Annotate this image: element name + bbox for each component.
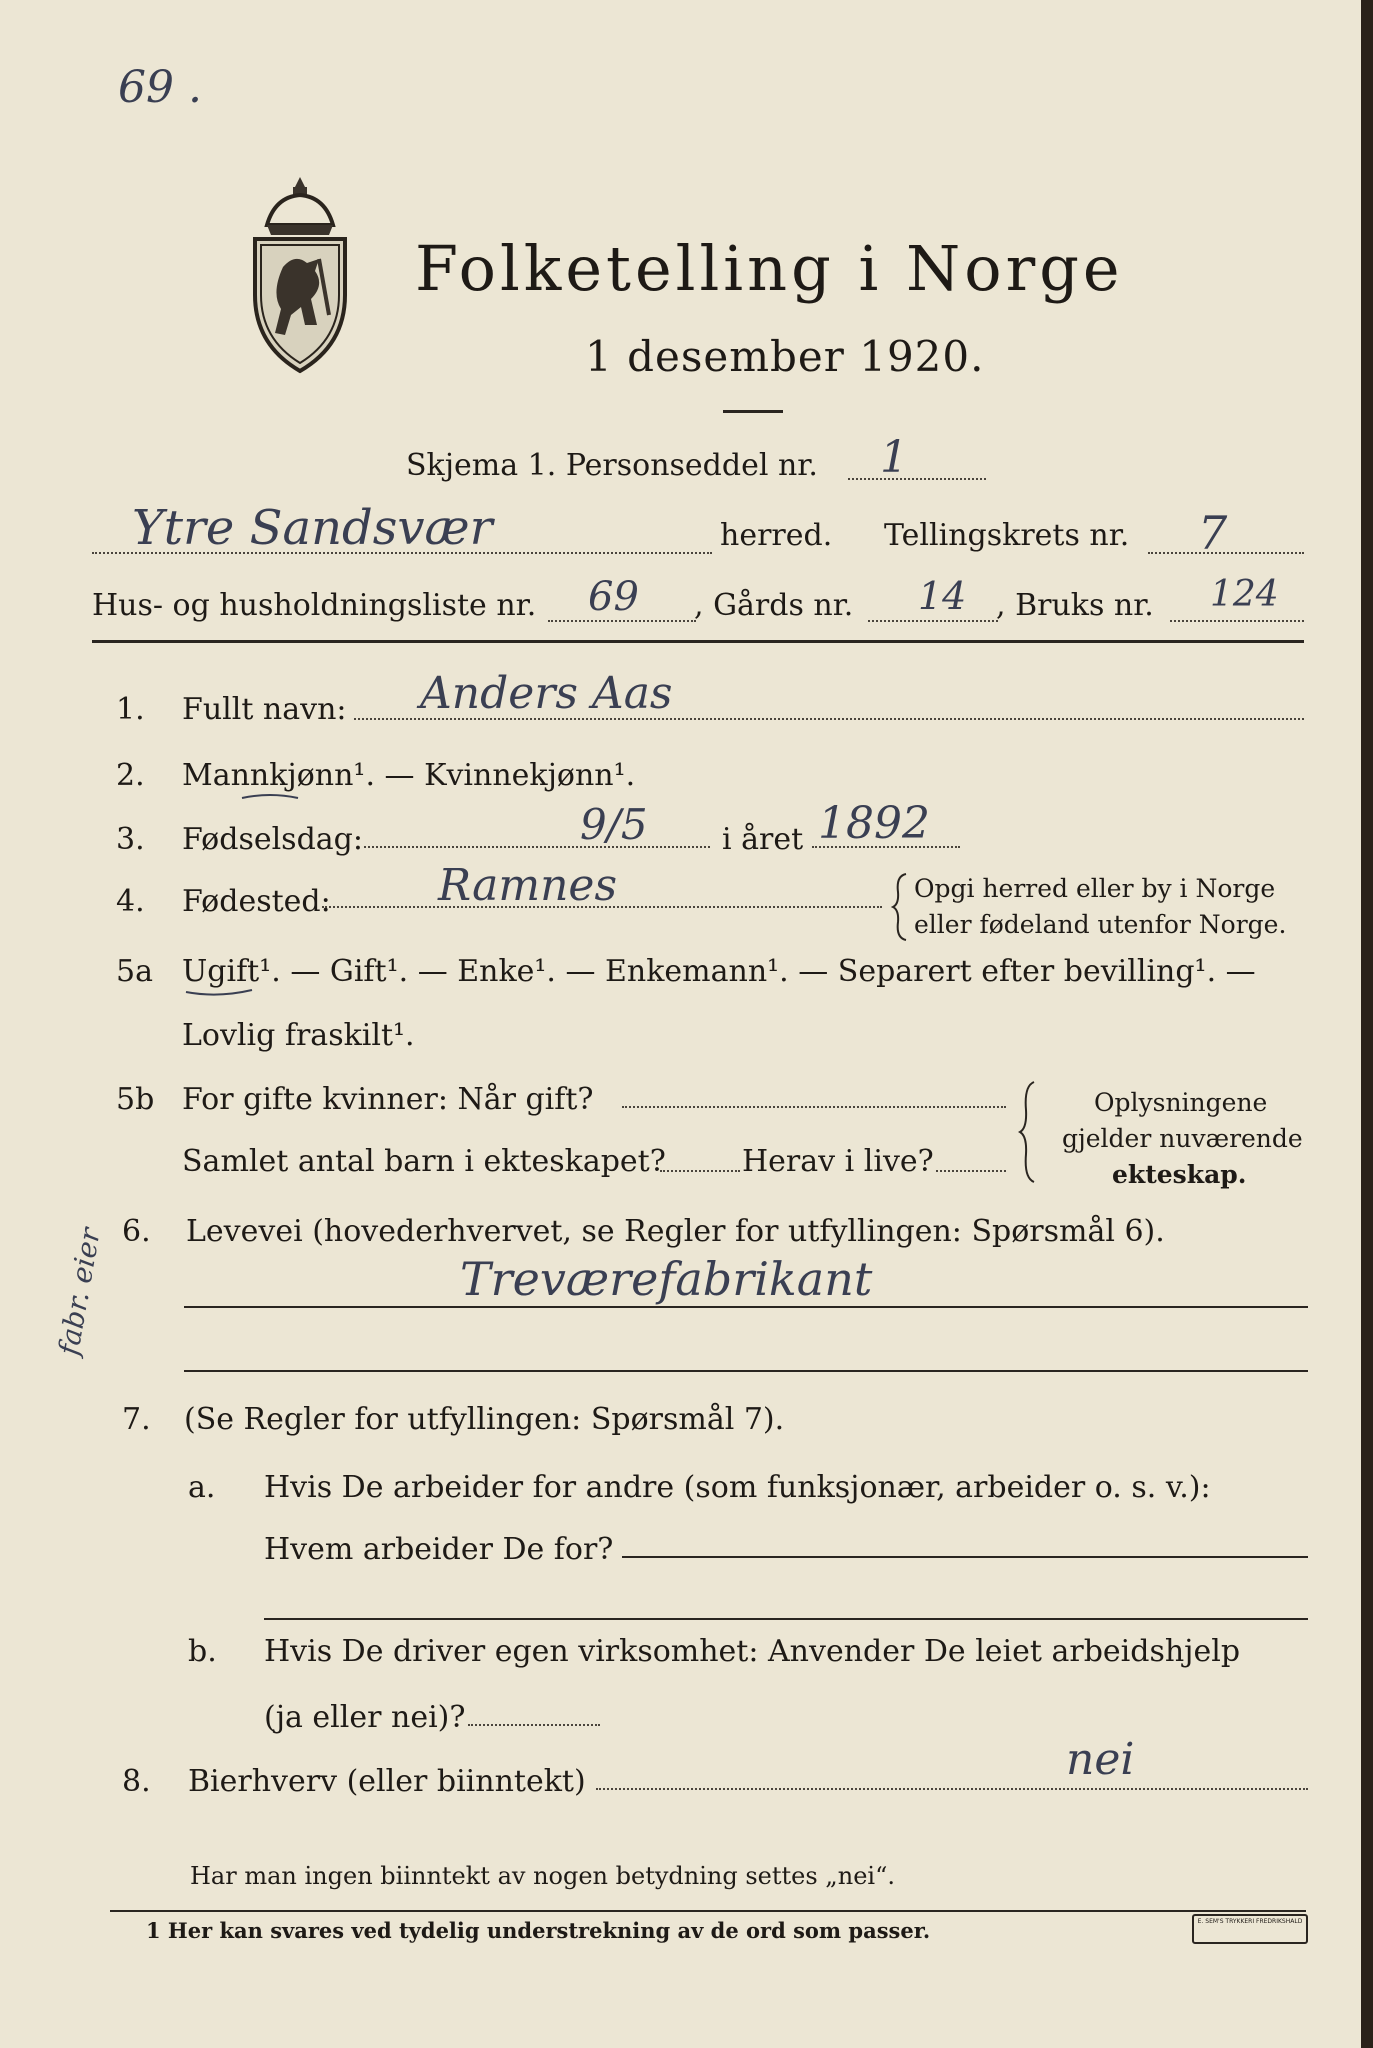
q1-label: Fullt navn: [182,692,347,727]
q7b-number: b. [188,1634,217,1669]
q4-brace [890,872,910,942]
bruks-value: 124 [1210,574,1279,615]
q4-note-2: eller fødeland utenfor Norge. [914,910,1287,939]
q6-value: Treværefabrikant [460,1252,873,1306]
title-divider [723,410,783,413]
q4-value: Ramnes [438,860,618,911]
coat-of-arms-icon [245,175,355,375]
krets-value: 7 [1198,506,1228,560]
q5b-label-3: Herav i live? [742,1144,934,1179]
scan-edge [1361,0,1373,2048]
q2-label: Mannkjønn¹. — Kvinnekjønn¹. [182,758,636,793]
q5a-label-2: Lovlig fraskilt¹. [182,1018,415,1053]
q5b-children-line [660,1170,740,1172]
q7-label: (Se Regler for utfyllingen: Spørsmål 7). [184,1402,785,1437]
q3-day-line [364,846,710,848]
bruks-label: , Bruks nr. [996,588,1154,623]
q8-line [596,1788,1308,1790]
q7a-number: a. [188,1470,216,1505]
q3-value: 9/5 [580,800,648,849]
footnote: 1 Her kan svares ved tydelig understrekning av de ord som passer. [146,1918,931,1943]
q5b-number: 5b [116,1082,155,1117]
q8-value: nei [1066,1734,1135,1785]
gards-label: , Gårds nr. [694,588,854,623]
q5b-note-3: ekteskap. [1112,1160,1247,1189]
form-subtitle: 1 desember 1920. [585,332,985,381]
q3-year-value: 1892 [818,798,930,849]
q3-number: 3. [116,822,145,857]
q3-label: Fødselsdag: [182,822,363,857]
household-label: Hus- og husholdningsliste nr. [92,588,537,623]
margin-note-top: 69 . [118,62,202,113]
q5b-label: For gifte kvinner: Når gift? [182,1082,594,1117]
q1-value: Anders Aas [420,668,673,719]
q5b-label-2: Samlet antal barn i ekteskapet? [182,1144,666,1179]
q6-label: Levevei (hovederhvervet, se Regler for utfyllingen: Spørsmål 6). [186,1214,1165,1249]
q5b-brace [1016,1080,1040,1184]
q8-label: Bierhverv (eller biinntekt) [188,1764,586,1799]
q7-number: 7. [122,1402,151,1437]
footnote-rule [110,1910,1306,1912]
gards-line [868,620,998,622]
q7a-line-1 [622,1556,1308,1558]
q5b-note-2: gjelder nuværende [1062,1124,1303,1153]
q5a-number: 5a [116,954,153,989]
q5b-alive-line [936,1170,1006,1172]
gards-value: 14 [918,574,967,618]
q7b-label: Hvis De driver egen virksomhet: Anvender De leiet arbeidshjelp [264,1634,1241,1669]
krets-label: Tellingskrets nr. [884,518,1130,553]
q6-number: 6. [122,1214,151,1249]
q1-number: 1. [116,692,145,727]
herred-value: Ytre Sandsvær [132,500,493,556]
household-line [548,620,696,622]
q3-year-label: i året [722,822,804,857]
schema-label: Skjema 1. Personseddel nr. [406,448,818,483]
q4-label: Fødested: [182,884,331,919]
bruks-line [1170,620,1304,622]
form-title: Folketelling i Norge [415,232,1124,305]
herred-label: herred. [720,518,833,553]
q7a-label: Hvis De arbeider for andre (som funksjonær, arbeider o. s. v.): [264,1470,1211,1505]
bottom-note: Har man ingen biinntekt av nogen betydning settes „nei“. [190,1862,895,1890]
q6-line-2 [184,1370,1308,1372]
header-rule [92,640,1304,643]
q5b-married-line [622,1106,1006,1108]
household-value: 69 [588,574,639,620]
q7b-label-2: (ja eller nei)? [264,1700,466,1735]
q5a-label: Ugift¹. — Gift¹. — Enke¹. — Enkemann¹. — Separert efter bevilling¹. — [182,954,1256,989]
q6-line-1 [184,1306,1308,1308]
q4-number: 4. [116,884,145,919]
schema-line [848,478,986,480]
q2-underline-mark [240,790,300,804]
q7a-line-2 [264,1618,1308,1620]
schema-value: 1 [880,432,908,483]
printer-stamp: E. SEM'S TRYKKERI FREDRIKSHALD [1192,1914,1308,1944]
q6-margin-note: fabr. eier [52,1225,107,1358]
q5b-note-1: Oplysningene [1094,1088,1268,1117]
q5a-underline-mark [184,986,254,1000]
q8-number: 8. [122,1764,151,1799]
q2-number: 2. [116,758,145,793]
q7b-line [468,1724,600,1726]
q7a-label-2: Hvem arbeider De for? [264,1532,614,1567]
q4-note-1: Opgi herred eller by i Norge [914,874,1276,903]
